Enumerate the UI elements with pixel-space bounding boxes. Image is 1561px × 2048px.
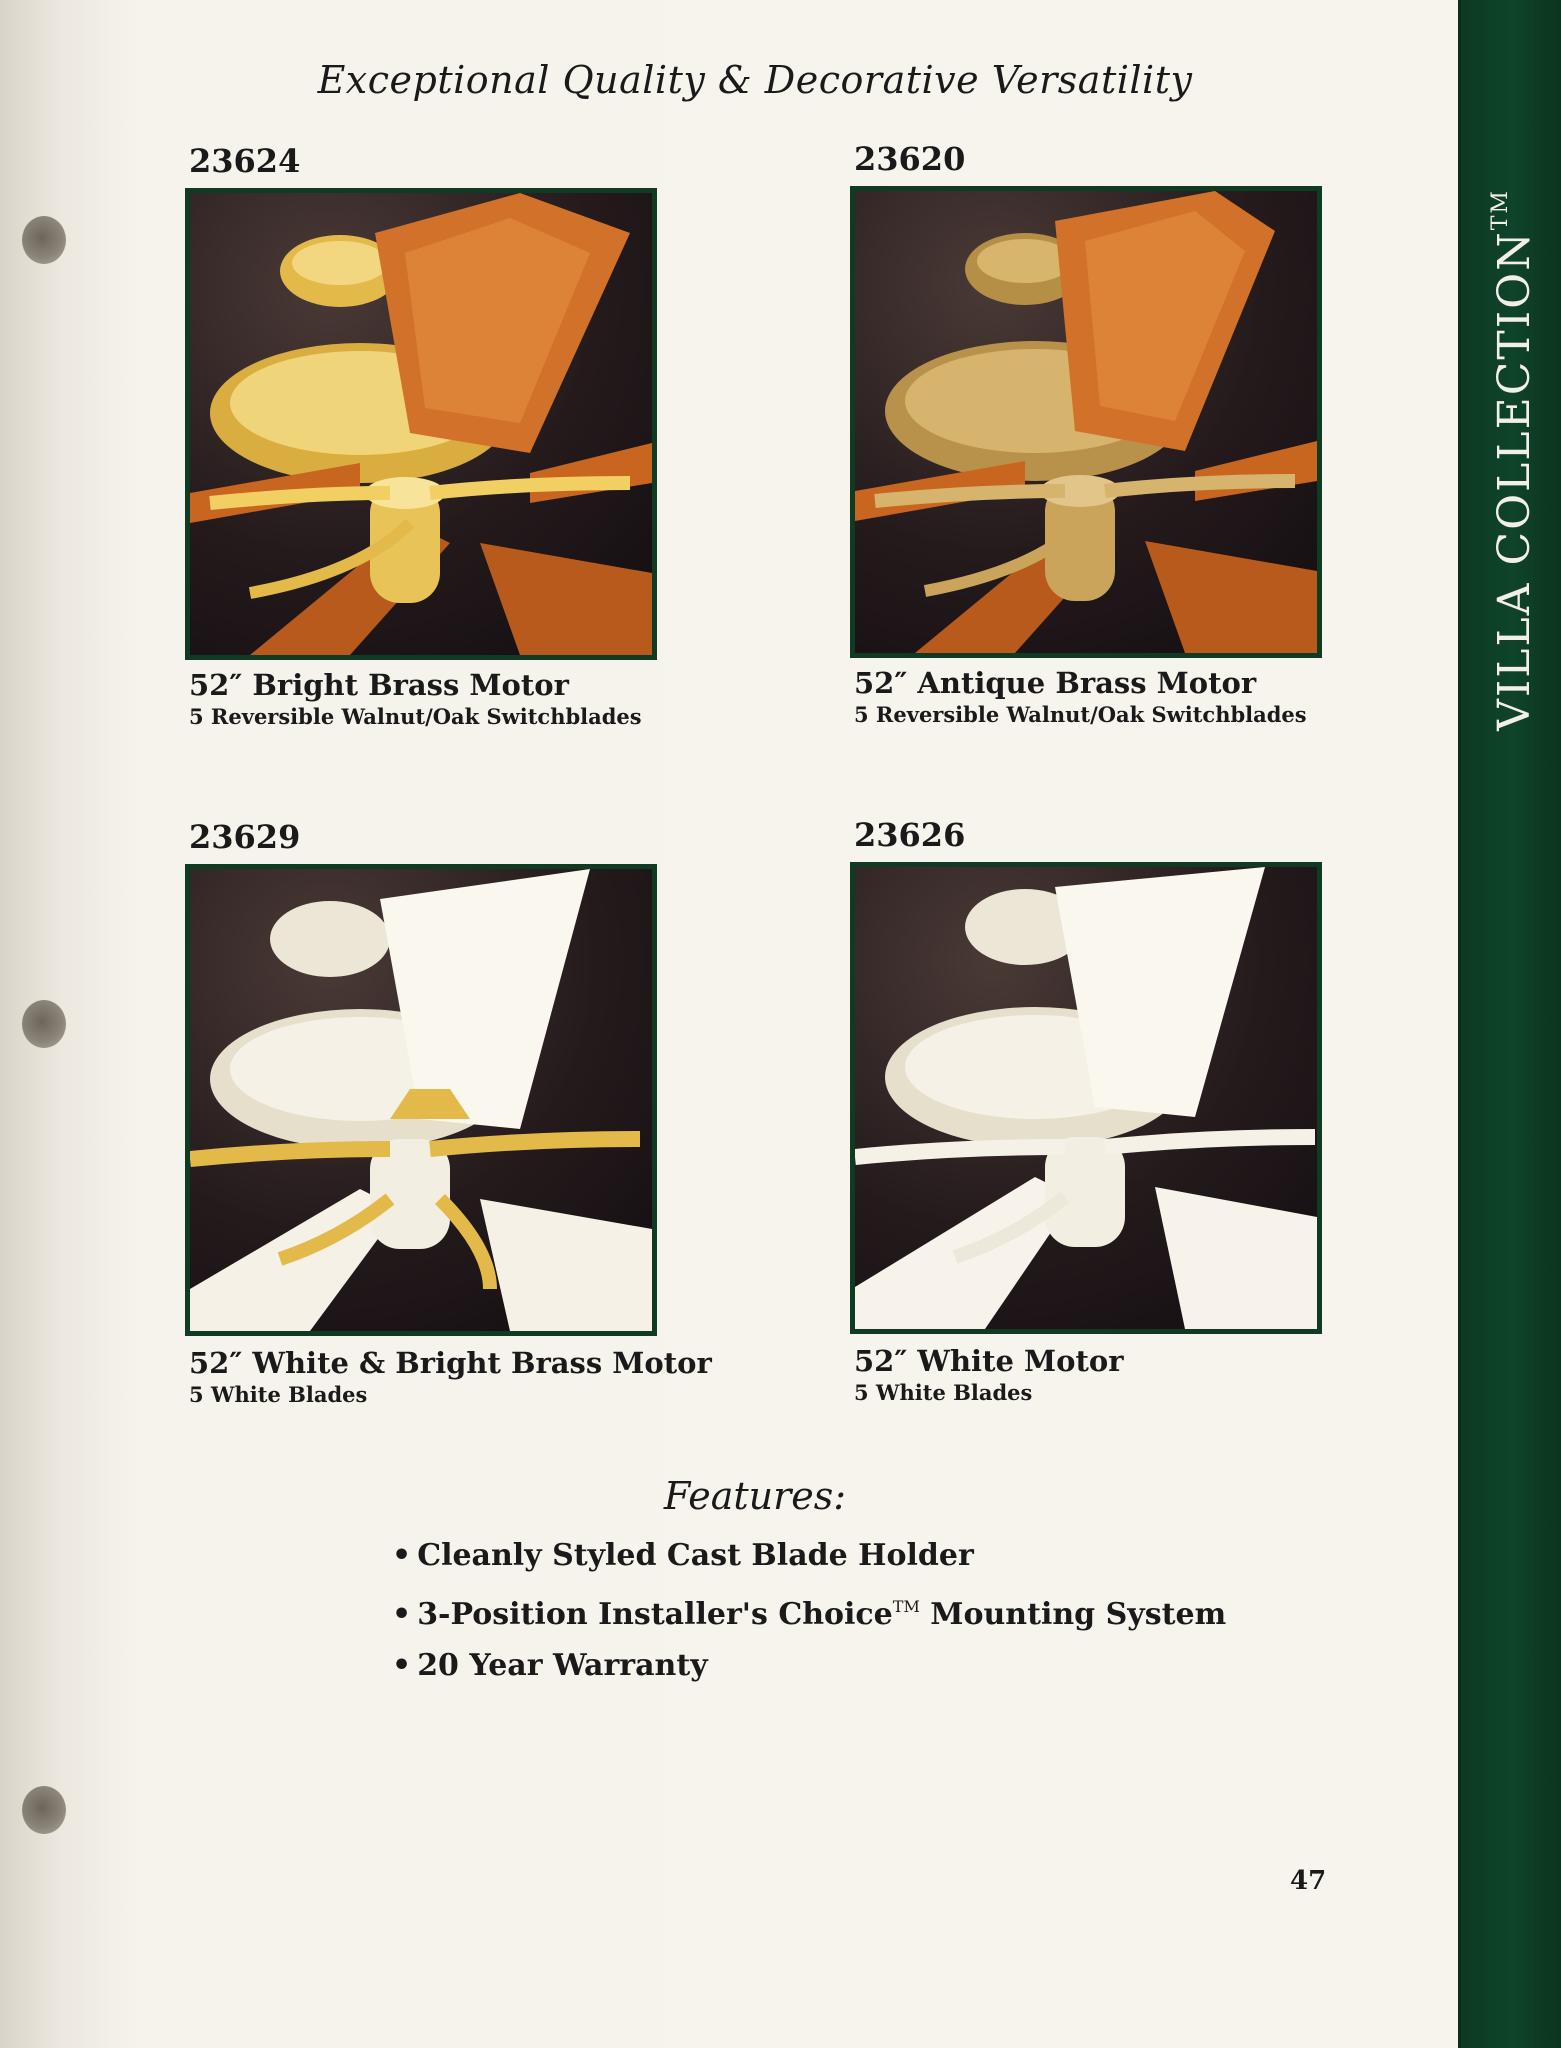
product-subtitle: 5 Reversible Walnut/Oak Switchblades (854, 702, 1307, 727)
ceiling-fan-illustration (855, 867, 1317, 1329)
trademark-mark: TM (892, 1597, 920, 1616)
trademark-mark: TM (1488, 189, 1513, 231)
product-model-number: 23624 (189, 142, 301, 180)
product-photo (185, 188, 657, 660)
product-photo (185, 864, 657, 1336)
product-subtitle: 5 White Blades (189, 1382, 368, 1407)
product-title: 52″ Antique Brass Motor (854, 666, 1257, 700)
page-number: 47 (1290, 1866, 1327, 1896)
product-model-number: 23620 (854, 140, 966, 178)
ceiling-fan-illustration (855, 191, 1317, 653)
binder-hole (22, 1786, 66, 1834)
feature-item: • 3-Position Installer's Choice™ Mounting System (392, 1581, 1226, 1640)
features-list (392, 1530, 1226, 1691)
product-photo (850, 862, 1322, 1334)
product-model-number: 23626 (854, 816, 966, 854)
product-title: 52″ White Motor (854, 1344, 1124, 1378)
product-title: 52″ White & Bright Brass Motor (189, 1346, 712, 1380)
product-model-number: 23629 (189, 818, 301, 856)
product-subtitle: 5 White Blades (854, 1380, 1033, 1405)
page-heading: Exceptional Quality & Decorative Versatility (317, 58, 1193, 102)
features-heading: Features: (663, 1474, 847, 1518)
product-title: 52″ Bright Brass Motor (189, 668, 569, 702)
feature-item: • Cleanly Styled Cast Blade Holder (392, 1530, 1226, 1581)
product-subtitle: 5 Reversible Walnut/Oak Switchblades (189, 704, 642, 729)
product-photo (850, 186, 1322, 658)
feature-item: • 20 Year Warranty (392, 1640, 1226, 1691)
binder-hole (22, 1000, 66, 1048)
ceiling-fan-illustration (190, 869, 652, 1331)
ceiling-fan-illustration (190, 193, 652, 655)
binder-hole (22, 216, 66, 264)
collection-name: VILLA COLLECTION™ (1488, 189, 1540, 731)
